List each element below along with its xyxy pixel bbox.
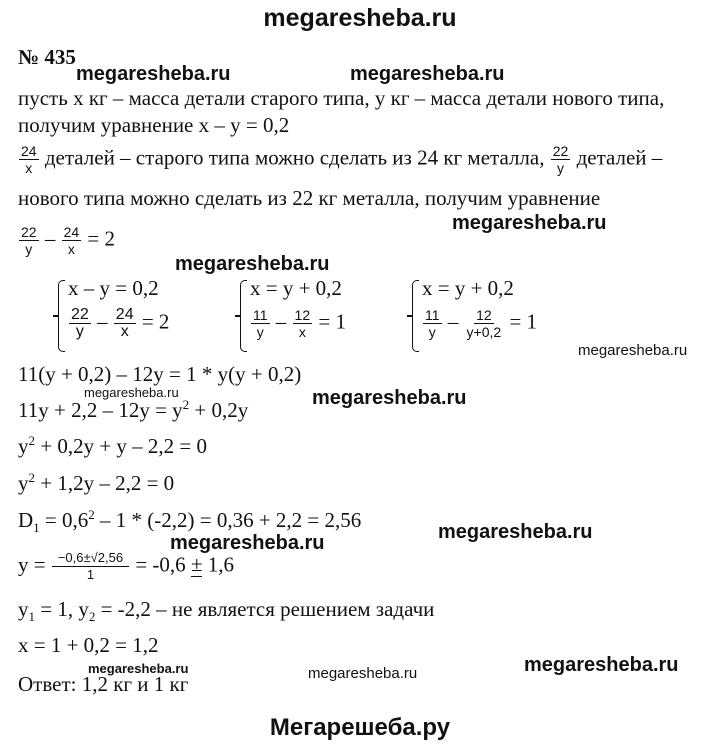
solution-line-a: 11(у + 0,2) – 12у = 1 * у(у + 0,2) [18, 362, 302, 386]
watermark: megaresheba.ru [524, 654, 679, 676]
watermark: megaresheba.ru [312, 387, 467, 409]
system-3-bottom: $\frac{11}{y}$ – $\frac{12}{y+0,2}$ = 1 [425, 307, 538, 340]
system-2-top: x = y + 0,2 [250, 276, 342, 300]
solution-line-b: $11у + 2,2 - 12у = у^2 + 0,2у$ [18, 397, 249, 422]
intro-line-1: пусть х кг – масса детали старого типа, у кг – масса детали нового типа, [18, 86, 665, 110]
text-line-old-new [18, 143, 662, 176]
watermark: megaresheba.ru [308, 665, 418, 682]
watermark: megaresheba.ru [350, 63, 505, 85]
text-new-type: деталей – [576, 145, 663, 170]
watermark: megaresheba.ru [88, 661, 189, 676]
intro-line-2: получим уравнение х – у = 0,2 [18, 113, 290, 137]
watermark: megaresheba.ru [578, 342, 688, 359]
brace [412, 280, 419, 352]
watermark: megaresheba.ru [438, 521, 593, 543]
equation-1: $\frac{22}{y}$ – $\frac{24}{x}$ = 2 [21, 224, 115, 257]
site-header: megaresheba.ru [263, 4, 457, 32]
solution-line-c: $у^2 + 0,2у + у - 2,2 = 0$ [18, 433, 208, 458]
solution-line-roots: у = $\frac{-0,6\pm√2,56}{1}$ = -0,6 ± 1,6 [18, 550, 234, 582]
footer-brand: Мегарешеба.ру [269, 714, 451, 741]
solution-line-d: $у^2 + 1,2у - 2,2 = 0$ [18, 470, 175, 495]
text-line-new-2: нового типа можно сделать из 22 кг металла, получим уравнение [18, 186, 601, 210]
system-2-bottom: $\frac{11}{y}$ – $\frac{12}{x}$ = 1 [253, 307, 346, 340]
system-1-top: x – y = 0,2 [68, 276, 159, 300]
text-old-type: деталей – старого типа можно сделать из 24 кг металла, [44, 145, 545, 170]
system-1-bottom: $\frac{22}{y}$ – $\frac{24}{x}$ = 2 [71, 306, 170, 340]
watermark: megaresheba.ru [170, 532, 325, 554]
watermark: megaresheba.ru [76, 63, 231, 85]
fraction-22-y: $\frac{22}{y}$ [552, 143, 569, 176]
answer: Ответ: 1,2 кг и 1 кг [18, 672, 189, 696]
fraction-24-x: $\frac{24}{x}$ [21, 143, 37, 176]
problem-number: № 435 [18, 45, 76, 69]
brace [240, 280, 247, 352]
solution-line-discriminant: $D_1 = 0,6^2 - 1 * (-2,2) = 0,36 + 2,2 = 2,56$ [18, 507, 362, 536]
watermark: megaresheba.ru [84, 385, 179, 400]
watermark: megaresheba.ru [452, 212, 607, 234]
solution-line-y-values: $у_1 = 1$, $у_2 = -2,2$ – не является решением задачи [18, 597, 435, 625]
system-3-top: x = y + 0,2 [422, 276, 514, 300]
watermark: megaresheba.ru [175, 253, 330, 275]
solution-line-x: х = 1 + 0,2 = 1,2 [18, 633, 159, 657]
brace [58, 280, 65, 352]
